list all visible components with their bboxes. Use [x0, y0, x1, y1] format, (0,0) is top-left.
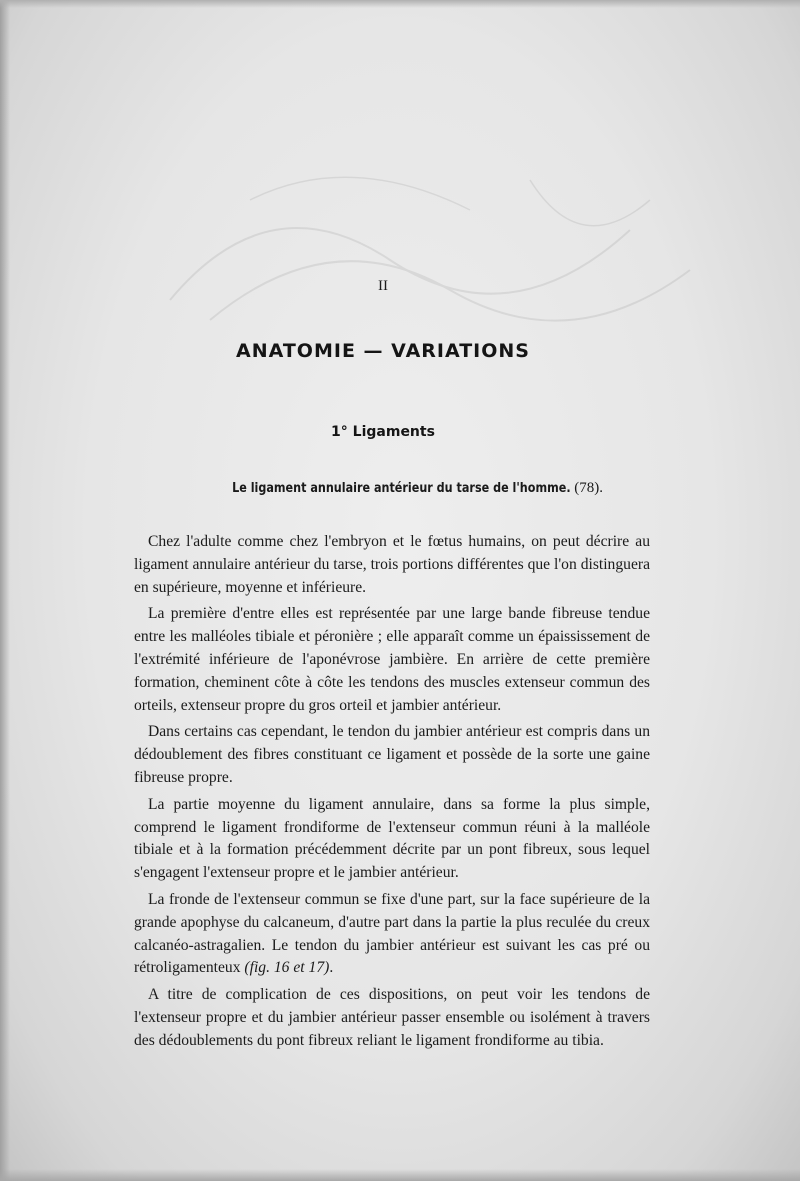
paragraph-6: A titre de complication de ces dispositions, on peut voir les tendons de l'extenseur propre et du jambier antérieur passer ensemble ou isolément à travers des dédoublements du pont fibreux reliant le ligament frondiforme au tibia.	[134, 986, 650, 1049]
figure-reference: (fig. 16 et 17)	[244, 959, 330, 977]
page-edge-shadow-bottom	[0, 1169, 800, 1181]
paragraph-5-end: .	[329, 959, 334, 977]
show-through-illustration	[150, 140, 710, 340]
subheading-reference: (78).	[570, 480, 604, 496]
chapter-number: II	[378, 278, 388, 294]
page-edge-shadow-left	[0, 0, 10, 1181]
body-text	[134, 531, 650, 1057]
chapter-title: ANATOMIE — VARIATIONS	[236, 340, 530, 362]
subheading-title: Le ligament annulaire antérieur du tarse de l'homme.	[232, 481, 571, 496]
paragraph-2: La première d'entre elles est représentée par une large bande fibreuse tendue entre les malléoles tibiale et péronière ; elle apparaît comme un épaississement de l'extrémité inférieure de l'aponévrose jambière. En arrière de cette première formation, cheminent côte à côte les tendons des muscles extenseur commun des orteils, extenseur propre du gros orteil et jambier antérieur.	[134, 605, 650, 714]
page-edge-shadow-top	[0, 0, 800, 8]
paragraph-3: Dans certains cas cependant, le tendon du jambier antérieur est compris dans un dédoublement des fibres constituant ce ligament et possède de la sorte une gaine fibreuse propre.	[134, 723, 650, 786]
paragraph-4: La partie moyenne du ligament annulaire, dans sa forme la plus simple, comprend le ligament frondiforme de l'extenseur commun réuni à la malléole tibiale et à la formation précédemment décrite par un pont fibreux, sous lequel s'engagent l'extenseur propre et le jambier antérieur.	[134, 795, 650, 882]
paragraph-1: Chez l'adulte comme chez l'embryon et le fœtus humains, on peut décrire au ligament annulaire antérieur du tarse, trois portions différentes que l'on distinguera en supérieure, moyenne et inférieure.	[134, 533, 650, 596]
paragraph-5-text: La fronde de l'extenseur commun se fixe d'une part, sur la face supérieure de la grande apophyse du calcaneum, d'autre part dans la partie la plus reculée du creux calcanéo-astragalien. Le tendon du jambier antérieur est suivant les cas pré ou rétroligamenteux	[134, 890, 650, 977]
section-title: 1° Ligaments	[331, 424, 435, 440]
subheading	[0, 480, 780, 497]
paragraph-5	[134, 889, 650, 980]
